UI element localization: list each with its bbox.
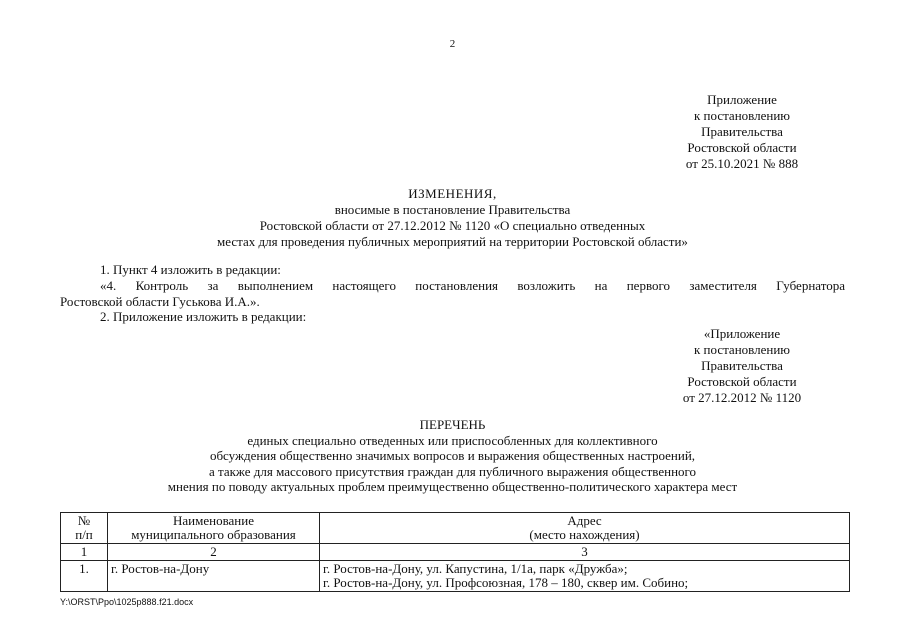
appendix-line: от 25.10.2021 № 888	[685, 156, 799, 171]
point-2-heading: 2. Приложение изложить в редакции:	[100, 309, 307, 324]
table-row	[61, 561, 850, 592]
appendix-line: к постановлению	[693, 108, 791, 123]
header-line: №	[77, 513, 91, 528]
changes-title: ИЗМЕНЕНИЯ,	[408, 186, 497, 201]
list-subtitle-line: единых специально отведенных или приспособленных для коллективного	[247, 432, 658, 448]
appendix-line: Приложение	[707, 92, 777, 107]
column-number: 2	[108, 544, 320, 561]
file-path-footer: Y:\ORST\Ppo\1025p888.f21.docx	[60, 597, 194, 607]
appendix-reference-top	[672, 92, 812, 172]
changes-subtitle-line: вносимые в постановление Правительства	[334, 202, 571, 217]
page-number: 2	[449, 38, 456, 50]
changes-subtitle-line: Ростовской области от 27.12.2012 № 1120 «О специально отведенных	[259, 218, 646, 233]
table-header-row	[61, 513, 850, 544]
list-subtitle-line: мнения по поводу актуальных проблем преимущественно общественно-политического характера мест	[167, 479, 738, 494]
header-line: п/п	[75, 527, 93, 542]
list-heading	[60, 417, 845, 495]
point-1-text-line: Ростовской области Гуськова И.А.».	[60, 294, 260, 309]
column-number: 3	[320, 544, 850, 561]
appendix-line: от 27.12.2012 № 1120	[682, 390, 802, 405]
column-header-address	[320, 513, 850, 544]
appendix-reference-quoted	[668, 326, 816, 406]
column-number-row	[61, 544, 850, 561]
places-table	[60, 512, 850, 592]
point-2	[60, 309, 845, 325]
appendix-line: «Приложение	[703, 326, 781, 341]
point-1-text-line: «4. Контроль за выполнением настоящего постановления возложить на первого заместителя Губернатора	[100, 278, 845, 293]
address-line: г. Ростов-на-Дону, ул. Капустина, 1/1а, парк «Дружба»;	[323, 561, 628, 576]
appendix-line: Ростовской области	[687, 140, 797, 155]
row-addresses	[320, 561, 850, 592]
header-line: Адрес	[567, 513, 602, 528]
column-header-municipality	[108, 513, 320, 544]
point-1	[60, 262, 845, 310]
changes-heading	[60, 186, 845, 250]
list-subtitle-line: а также для массового присутствия граждан для публичного выражения общественного	[208, 463, 697, 479]
appendix-line: Правительства	[701, 124, 783, 139]
header-line: (место нахождения)	[529, 527, 640, 542]
header-line: Наименование	[173, 513, 254, 528]
changes-subtitle-line: местах для проведения публичных мероприятий на территории Ростовской области»	[217, 234, 688, 249]
row-number: 1.	[61, 561, 108, 592]
appendix-line: Ростовской области	[687, 374, 797, 389]
list-title: ПЕРЕЧЕНЬ	[419, 417, 486, 432]
column-header-number	[61, 513, 108, 544]
header-line: муниципального образования	[131, 527, 296, 542]
appendix-line: к постановлению	[693, 342, 791, 357]
point-1-heading: 1. Пункт 4 изложить в редакции:	[100, 262, 281, 277]
address-line: г. Ростов-на-Дону, ул. Профсоюзная, 178 – 180, сквер им. Собино;	[323, 575, 689, 590]
appendix-line: Правительства	[701, 358, 783, 373]
column-number: 1	[61, 544, 108, 561]
list-subtitle-line: обсуждения общественно значимых вопросов и выражения общественных настроений,	[209, 448, 696, 463]
row-municipality: г. Ростов-на-Дону	[108, 561, 320, 592]
